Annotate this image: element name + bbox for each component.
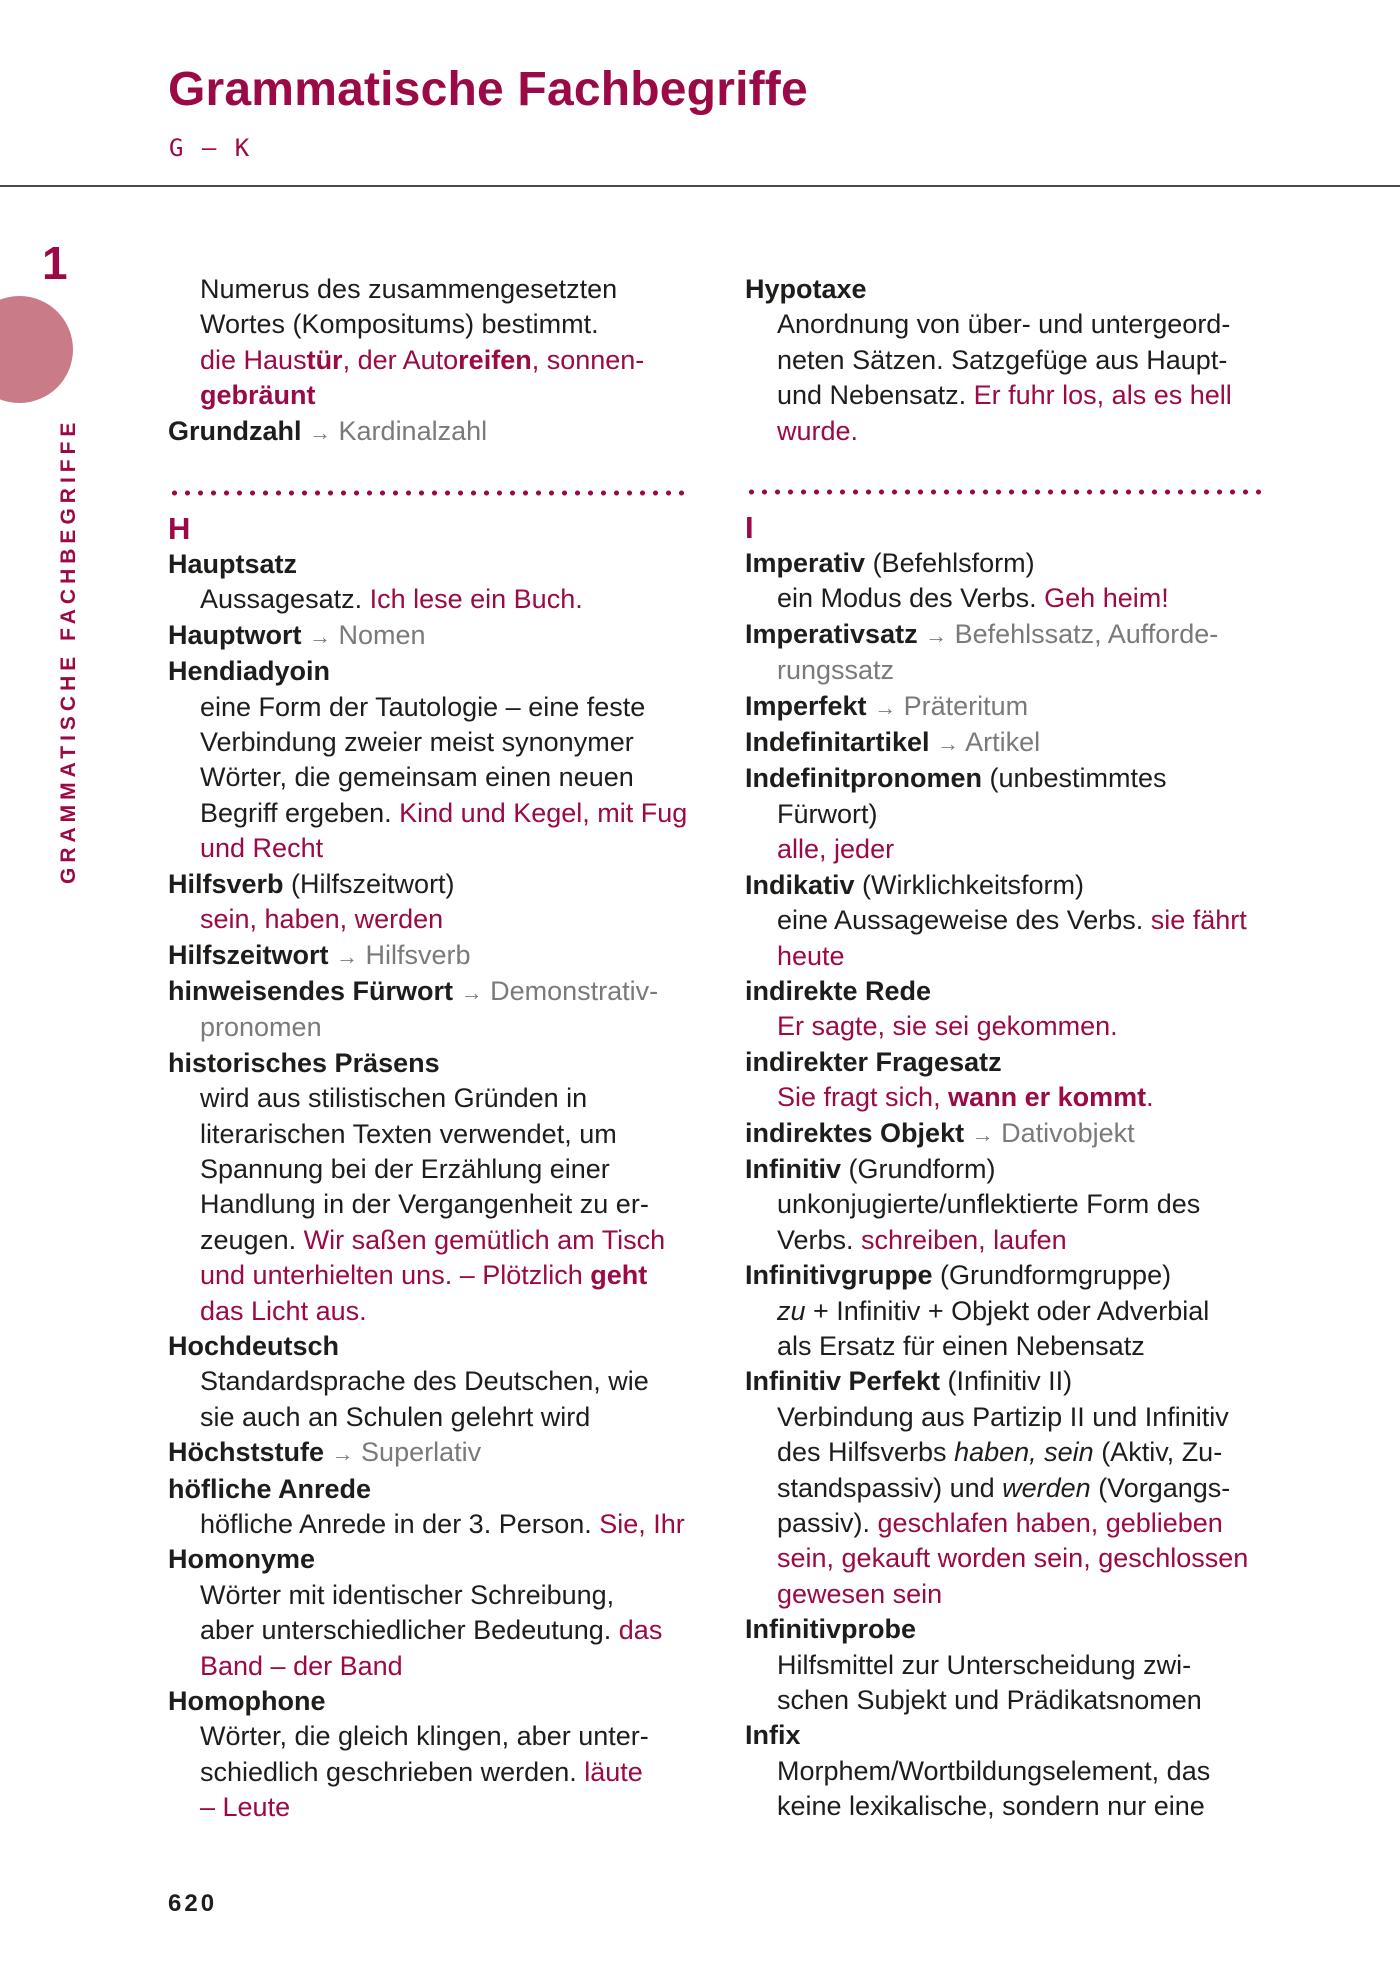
example-text: heute [777,940,845,971]
chapter-tab-marker [0,296,73,403]
term: Hauptwort [168,619,302,650]
example-text: Geh heim! [1044,583,1169,614]
example-text: wurde. [777,415,859,446]
example-text: alle, jeder [777,834,895,865]
term: Homonyme [168,1544,316,1575]
term: Imperativ [745,548,866,579]
entry-imperfekt [745,689,1265,725]
definition-line: aber unterschiedlicher Bedeutung. [200,1615,619,1646]
page-range: G – K [169,134,252,162]
entry-hauptsatz [168,547,688,618]
term: Imperativsatz [745,618,918,649]
synonym: (unbestimmtes [981,763,1167,794]
definition-line: schen Subjekt und Prädikatsnomen [777,1685,1202,1716]
definition-line: + Infinitiv + Objekt oder Adverbial [805,1295,1210,1326]
synonym: (Hilfszeitwort) [283,868,455,899]
term: Indefinitpronomen [745,763,982,794]
example-text: Band – der Band [200,1650,403,1681]
arrow-right-icon: → [937,731,960,757]
term: Hilfszeitwort [168,939,329,970]
term: historisches Präsens [168,1047,440,1078]
term: Infinitivgruppe [745,1260,933,1291]
cross-reference[interactable]: Befehlssatz, Aufforde- [954,618,1219,649]
example-text: , der Auto [342,344,459,375]
definition-line: (Vorgangs- [1090,1472,1231,1503]
example-text: , sonnen- [531,344,645,375]
entry-hinweisendes-fuerwort [168,974,688,1046]
dotted-divider [745,483,1263,500]
example-text: läute [584,1756,643,1787]
definition: höfliche Anrede in der 3. Person. [200,1509,600,1539]
arrow-right-icon: → [331,1441,354,1467]
example-text: Sie, Ihr [599,1509,685,1539]
cross-reference[interactable]: Nomen [338,619,426,650]
definition-line: Spannung bei der Erzählung einer [200,1153,610,1184]
definition-line: Morphem/Wortbildungselement, das [777,1755,1211,1786]
example-text: sein, gekauft worden sein, geschlossen [777,1543,1249,1574]
definition-line: eine Form der Tautologie – eine feste [200,691,646,722]
term: Grundzahl [168,415,302,446]
definition-line: neten Sätzen. Satzgefüge aus Haupt- [777,344,1228,375]
term: Hochdeutsch [168,1330,340,1361]
example-text: Wir saßen gemütlich am Tisch [303,1224,666,1255]
entry-indikativ [745,868,1265,974]
section-side-label: GRAMMATISCHE FACHBEGRIFFE [57,417,80,884]
definition-line: Wörter mit identischer Schreibung, [200,1579,615,1610]
term: indirekte Rede [745,975,932,1006]
italic-word: werden [1002,1472,1091,1503]
term: Infinitiv Perfekt [745,1366,941,1397]
arrow-right-icon: → [460,979,483,1005]
entry-hilfszeitwort [168,938,688,974]
example-text: gewesen sein [777,1578,943,1609]
term: Hauptsatz [168,549,298,580]
example-text: Kind und Kegel, mit Fug [399,797,688,828]
definition-line: unkonjugierte/unflektierte Form des [777,1189,1201,1220]
letter-heading: I [745,510,754,546]
term: hinweisendes Fürwort [168,975,454,1006]
example-highlight: reifen [458,344,532,375]
example-highlight: gebräunt [200,380,316,411]
term: Homophone [168,1686,326,1717]
cross-reference[interactable]: Artikel [965,727,1041,758]
cross-reference[interactable]: Superlativ [361,1437,482,1468]
definition-line: schiedlich geschrieben werden. [200,1756,585,1787]
definition-line: Verbs. [777,1224,862,1255]
definition-line: standspassiv) und [777,1472,1003,1503]
synonym: (Grundformgruppe) [932,1260,1172,1291]
entry-infinitiv-perfekt [745,1364,1265,1612]
definition: eine Aussageweise des Verbs. [777,905,1151,936]
definition-line: Handlung in der Vergangenheit zu er- [200,1189,649,1220]
example-text: . [1146,1082,1154,1113]
entry-indirekte-rede [745,974,1265,1045]
cross-reference[interactable]: Dativobjekt [1001,1117,1135,1148]
page-title: Grammatische Fachbegriffe [168,63,808,116]
example-text: schreiben, laufen [861,1224,1067,1255]
definition: Aussagesatz. [200,584,370,615]
arrow-right-icon: → [336,943,359,969]
entry-continuation [168,272,688,414]
entry-indefinitpronomen [745,761,1265,867]
definition-line: literarischen Texten verwendet, um [200,1118,617,1149]
example-highlight: geht [590,1260,648,1291]
definition-line: Numerus des zusammengesetzten [200,274,618,304]
dotted-divider [168,484,686,501]
entry-homonyme [168,1542,688,1684]
entry-historisches-praesens [168,1046,688,1329]
definition-line: Wortes (Kompositums) bestimmt. [200,309,599,340]
term: Infix [745,1720,801,1751]
example-text: Er sagte, sie sei gekommen. [777,1011,1118,1042]
definition-line: passiv). [777,1508,878,1538]
example-text: Er fuhr los, als es hell [973,380,1232,411]
definition-line: Wörter, die gleich klingen, aber unter- [200,1721,649,1752]
example-text: das [618,1615,663,1646]
example-text: und unterhielten uns. – Plötzlich [200,1260,591,1291]
definition-line: Verbindung zweier meist synonymer [200,727,634,758]
entry-grundzahl [168,414,688,450]
entry-hoefliche-anrede [168,1472,688,1543]
cross-reference[interactable]: rungssatz [777,655,895,686]
example-text: die Haus [200,344,307,375]
chapter-number: 1 [42,237,68,289]
term: Indefinitartikel [745,727,930,758]
example-text: und Recht [200,833,324,864]
right-column [745,272,1265,1825]
example-highlight: tür [306,344,343,375]
synonym: (Befehlsform) [865,548,1035,579]
example-text: sie fährt [1150,905,1247,936]
term: Infinitivprobe [745,1614,916,1645]
term: höfliche Anrede [168,1473,372,1504]
entry-hypotaxe [745,272,1265,449]
example-text: Sie fragt sich, [777,1082,949,1113]
entry-hauptwort [168,618,688,654]
example-text: Ich lese ein Buch. [369,584,583,615]
cross-reference[interactable]: pronomen [200,1012,322,1043]
definition-line: (Aktiv, Zu- [1093,1437,1223,1468]
arrow-right-icon: → [874,694,897,720]
entry-indirektes-objekt [745,1116,1265,1152]
term: indirekter Fragesatz [745,1046,1002,1077]
definition-line: Standardsprache des Deutschen, wie [200,1366,649,1397]
term: Höchststufe [168,1437,325,1468]
definition-line: Verbindung aus Partizip II und Infinitiv [777,1401,1229,1432]
definition-line: Begriff ergeben. [200,797,400,828]
definition: ein Modus des Verbs. [777,583,1045,614]
term: Hypotaxe [745,274,867,304]
entry-infinitiv [745,1152,1265,1258]
entry-hochdeutsch [168,1329,688,1435]
cross-reference[interactable]: Kardinalzahl [338,415,488,446]
definition-line: und Nebensatz. [777,380,974,411]
cross-reference[interactable]: Hilfsverb [365,939,471,970]
example-text: das Licht aus. [200,1295,367,1326]
entry-hendiadyoin [168,654,688,866]
definition-line: sie auch an Schulen gelehrt wird [200,1401,591,1432]
italic-word: zu [777,1295,806,1326]
definition-line: Anordnung von über- und untergeord- [777,309,1231,340]
entry-infinitivprobe [745,1612,1265,1718]
definition-line: keine lexikalische, sondern nur eine [777,1791,1205,1822]
italic-word: haben, sein [954,1437,1094,1468]
example-text: – Leute [200,1792,291,1823]
synonym: (Infinitiv II) [940,1366,1073,1397]
header-divider [0,185,1400,187]
synonym: (Wirklichkeitsform) [854,869,1085,900]
definition-line: Wörter, die gemeinsam einen neuen [200,762,634,793]
entry-hilfsverb [168,867,688,938]
example-text: sein, haben, werden [200,904,444,935]
entry-homophone [168,1684,688,1826]
entry-infix [745,1718,1265,1824]
definition-line: zeugen. [200,1224,304,1255]
synonym: Fürwort) [777,798,878,829]
arrow-right-icon: → [971,1121,994,1147]
term: Imperfekt [745,690,867,721]
entry-hoechststufe [168,1435,688,1471]
left-column [168,272,688,1826]
term: Infinitiv [745,1153,841,1184]
definition-line: als Ersatz für einen Nebensatz [777,1330,1145,1361]
letter-heading: H [168,511,191,547]
entry-imperativsatz [745,617,1265,689]
arrow-right-icon: → [309,419,332,445]
entry-indirekter-fragesatz [745,1045,1265,1116]
page-number: 620 [168,1890,218,1917]
term: indirektes Objekt [745,1117,965,1148]
term: Hendiadyoin [168,656,331,687]
example-highlight: wann er kommt [948,1082,1147,1113]
definition-line: des Hilfsverbs [777,1437,955,1468]
cross-reference[interactable]: Demonstrativ- [490,975,659,1006]
term: Hilfsverb [168,868,284,899]
term: Indikativ [745,869,855,900]
definition-line: Hilfsmittel zur Unterscheidung zwi- [777,1649,1192,1680]
synonym: (Grundform) [841,1153,996,1184]
cross-reference[interactable]: Präteritum [903,690,1029,721]
entry-imperativ [745,546,1265,617]
example-line [168,343,688,378]
arrow-right-icon: → [925,622,948,648]
example-text: geschlafen haben, geblieben [877,1508,1223,1538]
entry-indefinitartikel [745,725,1265,761]
entry-infinitivgruppe [745,1258,1265,1364]
definition-line: wird aus stilistischen Gründen in [200,1083,588,1114]
arrow-right-icon: → [309,623,331,649]
